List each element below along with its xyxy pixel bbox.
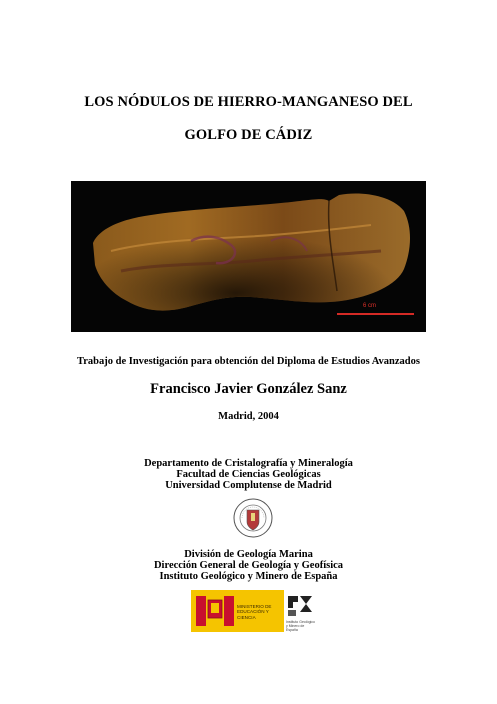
igme-logo <box>284 590 316 632</box>
department-line-1: Departamento de Cristalografía y Mineralogía <box>144 458 353 469</box>
subtitle: Trabajo de Investigación para obtención del Diploma de Estudios Avanzados <box>77 356 420 367</box>
university-seal <box>233 496 273 540</box>
author: Francisco Javier González Sanz <box>150 381 347 397</box>
department-line-3: Universidad Complutense de Madrid <box>165 480 332 491</box>
division-line-2: Dirección General de Geología y Geofísica <box>153 560 344 571</box>
place-date: Madrid, 2004 <box>218 411 279 422</box>
division-line-1: División de Geología Marina <box>184 549 313 560</box>
ministry-logo <box>191 590 284 632</box>
ministry-text: MINISTERIO DE EDUCACIÓN Y CIENCIA <box>237 604 272 620</box>
scale-label: 6 cm <box>363 303 377 309</box>
title-line-2: GOLFO DE CÁDIZ <box>184 127 313 143</box>
igme-text: Instituto Geológico y Minero de España <box>286 620 315 632</box>
department-line-2: Facultad de Ciencias Geológicas <box>176 469 321 480</box>
division-line-3: Instituto Geológico y Minero de España <box>159 571 338 582</box>
scale-bar <box>337 313 414 315</box>
nodule-image <box>71 181 426 332</box>
igme-emblem <box>284 590 316 620</box>
nodule-photo <box>71 181 426 332</box>
title-line-1: LOS NÓDULOS DE HIERRO-MANGANESO DEL <box>84 94 413 110</box>
